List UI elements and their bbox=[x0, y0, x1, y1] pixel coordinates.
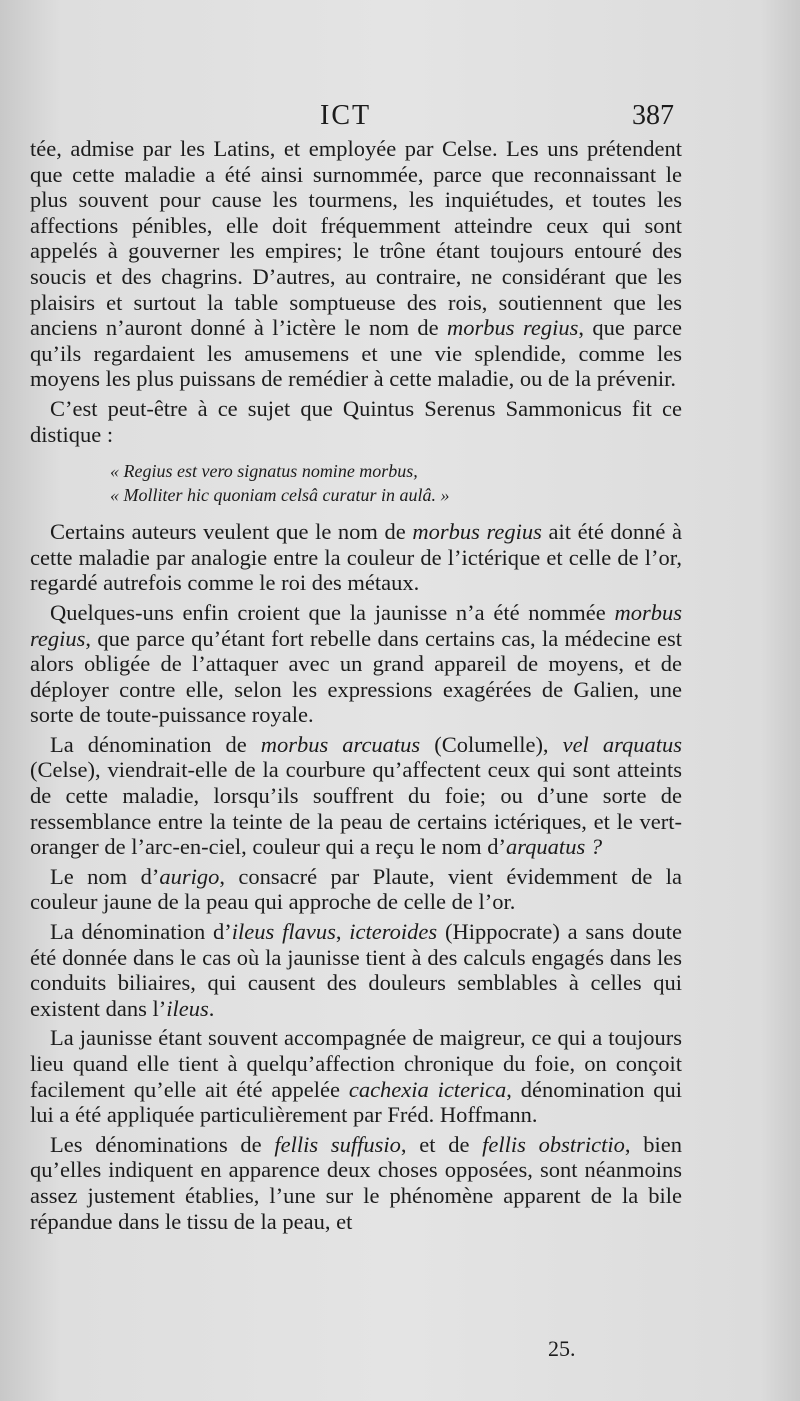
text-run: . bbox=[208, 995, 215, 1021]
italic-term: ileus bbox=[166, 995, 209, 1021]
text-run: , que parce qu’étant fort rebelle dans certains cas, la médecine est alors obligée de l’attaquer avec un grand appareil de moyens, et de déployer contre elle, selon les expressions exagérées de Galien, une sorte de toute-puissance royale. bbox=[30, 625, 682, 728]
text-run: ait été donné à cette maladie par analogie entre la couleur de l’ictérique et celle de l’or, regardé autrefois comme le roi des métaux. bbox=[30, 519, 682, 596]
italic-term: icteroides bbox=[349, 919, 438, 945]
text-run: Les dénominations de bbox=[50, 1131, 275, 1157]
italic-term: morbus arcuatus bbox=[260, 731, 421, 757]
text-run: La dénomination d’ bbox=[50, 919, 232, 945]
text-run: (Hippocrate) a sans doute été donnée dans le cas où la jaunisse tient à des calculs engagés dans les conduits biliaires, qui causent des douleurs semblables à celles qui existent dans l’ bbox=[30, 919, 682, 1021]
paragraph bbox=[30, 600, 682, 728]
text-run: (Columelle), bbox=[420, 731, 563, 757]
italic-term: cachexia icterica bbox=[348, 1076, 507, 1102]
text-run: Certains auteurs veulent que le nom de bbox=[50, 519, 413, 545]
text-run: Le nom d’ bbox=[50, 863, 160, 889]
paragraph bbox=[30, 864, 682, 915]
text-run: , bien qu’elles indiquent en apparence deux choses opposées, sont néanmoins assez justement établies, l’une sur le phénomène apparent de la bile répandue dans le tissu de la peau, et bbox=[30, 1131, 682, 1234]
text-run: , bbox=[335, 919, 350, 945]
italic-term: arquatus ? bbox=[506, 834, 603, 860]
page-number: 387 bbox=[632, 100, 674, 131]
text-run: C’est peut-être à ce sujet que Quintus Serenus Sammonicus fit ce distique : bbox=[30, 395, 682, 447]
italic-term: aurigo bbox=[159, 863, 220, 889]
italic-term: morbus regius bbox=[447, 315, 579, 341]
paragraph bbox=[30, 136, 682, 392]
paragraph bbox=[30, 919, 682, 1021]
paragraph bbox=[30, 519, 682, 596]
italic-term: fellis suffusio bbox=[274, 1131, 401, 1157]
text-run: , et de bbox=[400, 1131, 483, 1157]
text-run: Quelques-uns enfin croient que la jaunisse n’a été nommée bbox=[50, 599, 615, 625]
verse-line: « Regius est vero signatus nomine morbus, bbox=[110, 461, 418, 482]
verse-quotation bbox=[110, 459, 682, 507]
signature-mark: 25. bbox=[548, 1336, 576, 1361]
italic-term: ileus flavus bbox=[231, 919, 336, 945]
italic-term: morbus regius bbox=[412, 519, 542, 545]
paragraph bbox=[30, 1132, 682, 1234]
text-run: La jaunisse étant souvent accompagnée de maigreur, ce qui a toujours lieu quand elle tient à quelqu’affection chronique du foie, on conçoit facilement qu’elle ait été appelée bbox=[30, 1025, 682, 1102]
paragraph bbox=[30, 732, 682, 860]
running-head-title: ICT bbox=[320, 100, 372, 131]
text-run: , consacré par Plaute, vient évidemment de la couleur jaune de la peau qui approche de celle de l’or. bbox=[30, 863, 682, 915]
italic-term: vel arquatus bbox=[562, 731, 682, 757]
text-run: (Celse), viendrait-elle de la courbure qu’affectent ceux qui sont atteints de cette maladie, lorsqu’ils souffrent du foie; ou d’une sorte de ressemblance entre la teinte de la peau de certains ictériques, et le vert-oranger de l’arc-en-ciel, couleur qui a reçu le nom d’ bbox=[30, 757, 682, 860]
text-run: , dénomination qui lui a été appliquée particulièrement par Fréd. Hoffmann. bbox=[30, 1076, 682, 1128]
body-text bbox=[30, 136, 682, 1238]
italic-term: morbus regius bbox=[30, 599, 682, 651]
text-run: La dénomination de bbox=[50, 731, 261, 757]
running-head bbox=[0, 100, 800, 136]
italic-term: fellis obstrictio bbox=[482, 1131, 625, 1157]
paragraph bbox=[30, 1025, 682, 1127]
text-run: tée, admise par les Latins, et employée par Celse. Les uns prétendent que cette maladie a été ainsi surnommée, parce que reconnaissant le plus souvent pour cause les tourmens, les inquiétudes, et toutes les affections pénibles, elle doit fréquemment atteindre ceux qui sont appelés à gouverner les empires; le trône étant toujours entouré des soucis et des chagrins. D’autres, au contraire, ne considérant que les plaisirs et surtout la table somptueuse des rois, soutiennent que les anciens n’auront donné à l’ictère le nom de bbox=[30, 136, 682, 341]
verse-line: « Molliter hic quoniam celsâ curatur in aulâ. » bbox=[110, 485, 450, 506]
text-run: , que parce qu’ils regardaient les amusemens et une vie splendide, comme les moyens les plus puissans de remédier à cette maladie, ou de la prévenir. bbox=[30, 315, 682, 392]
paragraph bbox=[30, 396, 682, 447]
